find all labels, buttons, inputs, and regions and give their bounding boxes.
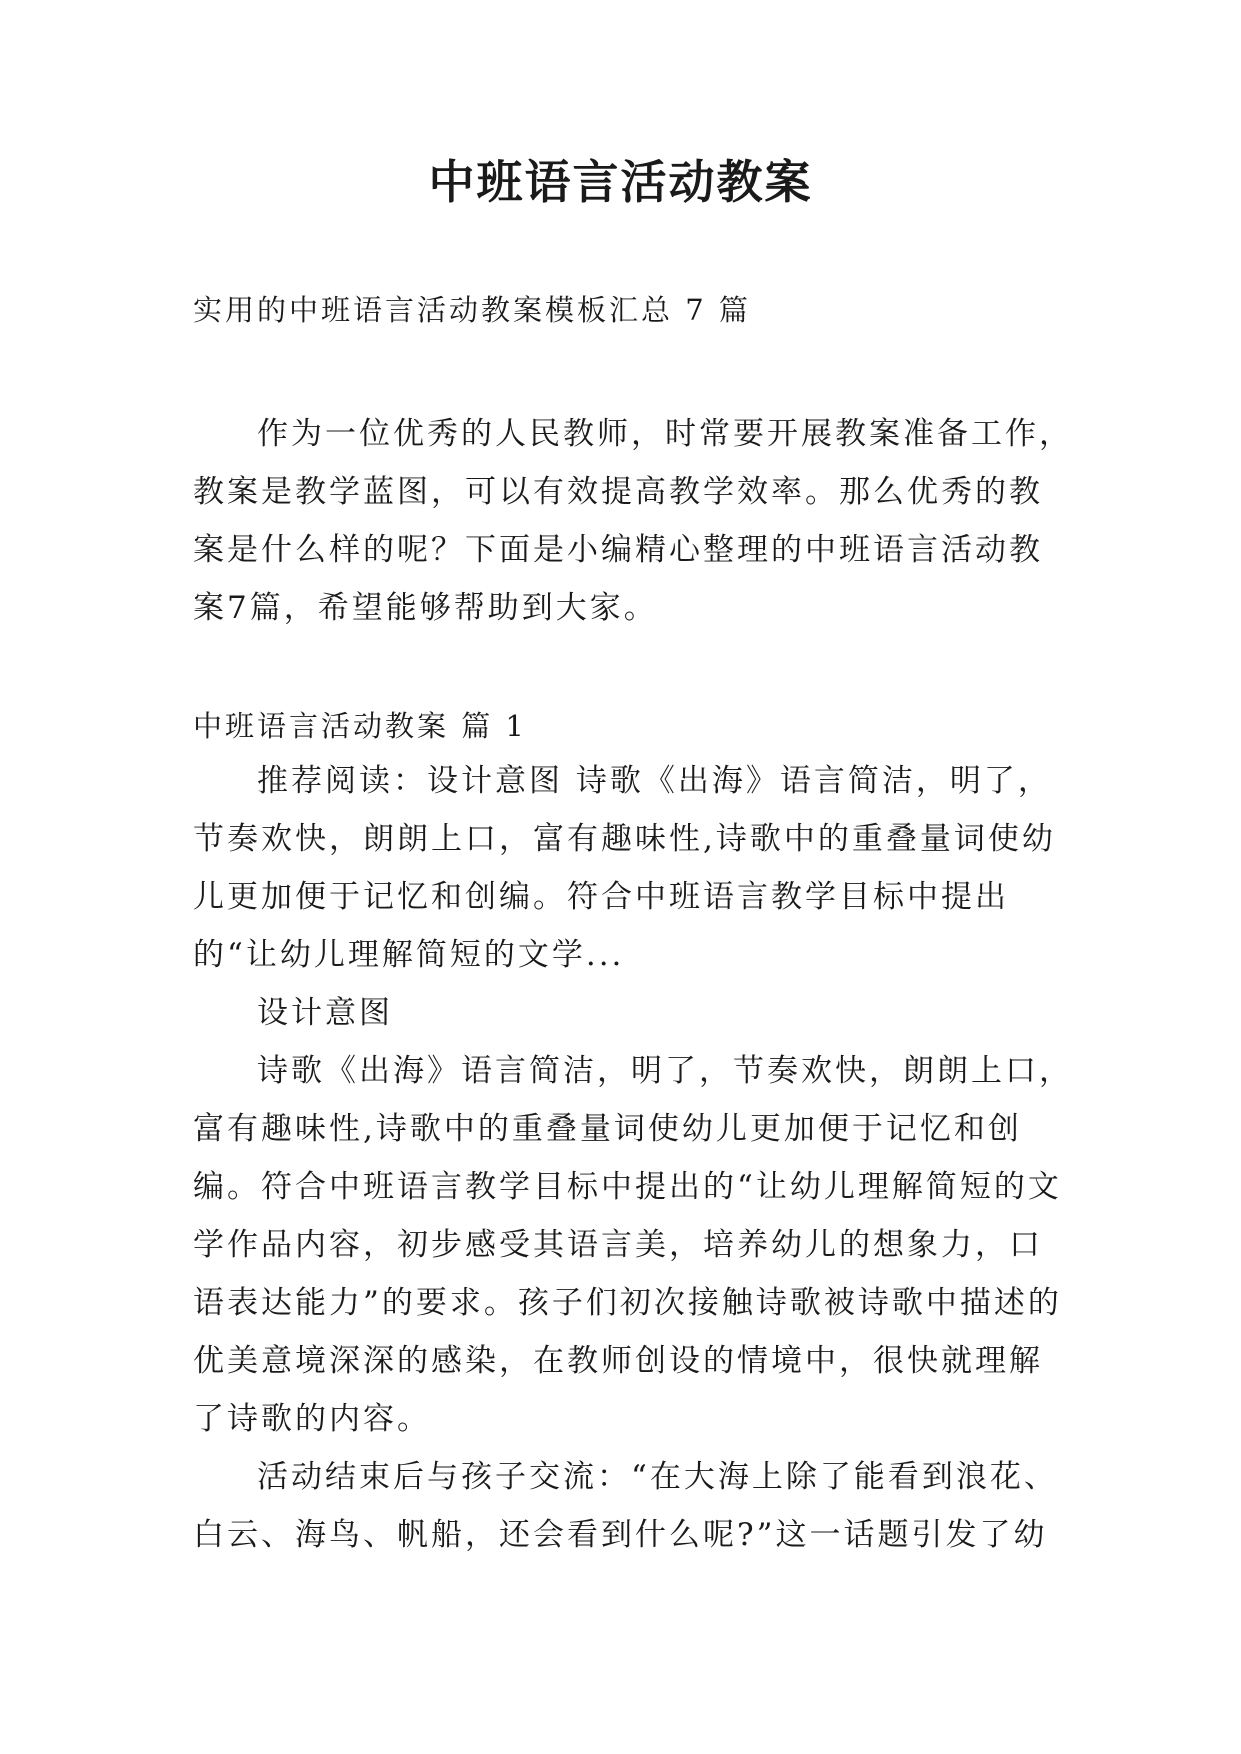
section-content bbox=[193, 752, 1073, 1564]
intro-paragraph: 作为一位优秀的人民教师，时常要开展教案准备工作，教案是教学蓝图，可以有效提高教学效率。那么优秀的教案是什么样的呢？下面是小编精心整理的中班语言活动教案7篇，希望能够帮助到大家。 bbox=[193, 416, 1073, 626]
section-heading: 中班语言活动教案 篇 1 bbox=[193, 709, 527, 743]
design-intent-heading: 设计意图 bbox=[257, 995, 393, 1031]
design-intent-paragraph: 诗歌《出海》语言简洁，明了，节奏欢快，朗朗上口，富有趣味性,诗歌中的重叠量词使幼儿更加便于记忆和创编。符合中班语言教学目标中提出的“让幼儿理解简短的文学作品内容，初步感受其语言美，培养幼儿的想象力，口语表达能力”的要求。孩子们初次接触诗歌被诗歌中描述的优美意境深深的感染，在教师创设的情境中，很快就理解了诗歌的内容。 bbox=[193, 1053, 1073, 1437]
document-subtitle: 实用的中班语言活动教案模板汇总 7 篇 bbox=[193, 293, 751, 327]
after-activity-paragraph: 活动结束后与孩子交流：“在大海上除了能看到浪花、白云、海鸟、帆船，还会看到什么呢?”这一话题引发了幼 bbox=[193, 1459, 1058, 1553]
recommend-paragraph: 推荐阅读：设计意图 诗歌《出海》语言简洁，明了，节奏欢快，朗朗上口，富有趣味性,诗歌中的重叠量词使幼儿更加便于记忆和创编。符合中班语言教学目标中提出的“让幼儿理解简短的文学... bbox=[193, 763, 1056, 973]
document-title: 中班语言活动教案 bbox=[428, 155, 813, 209]
